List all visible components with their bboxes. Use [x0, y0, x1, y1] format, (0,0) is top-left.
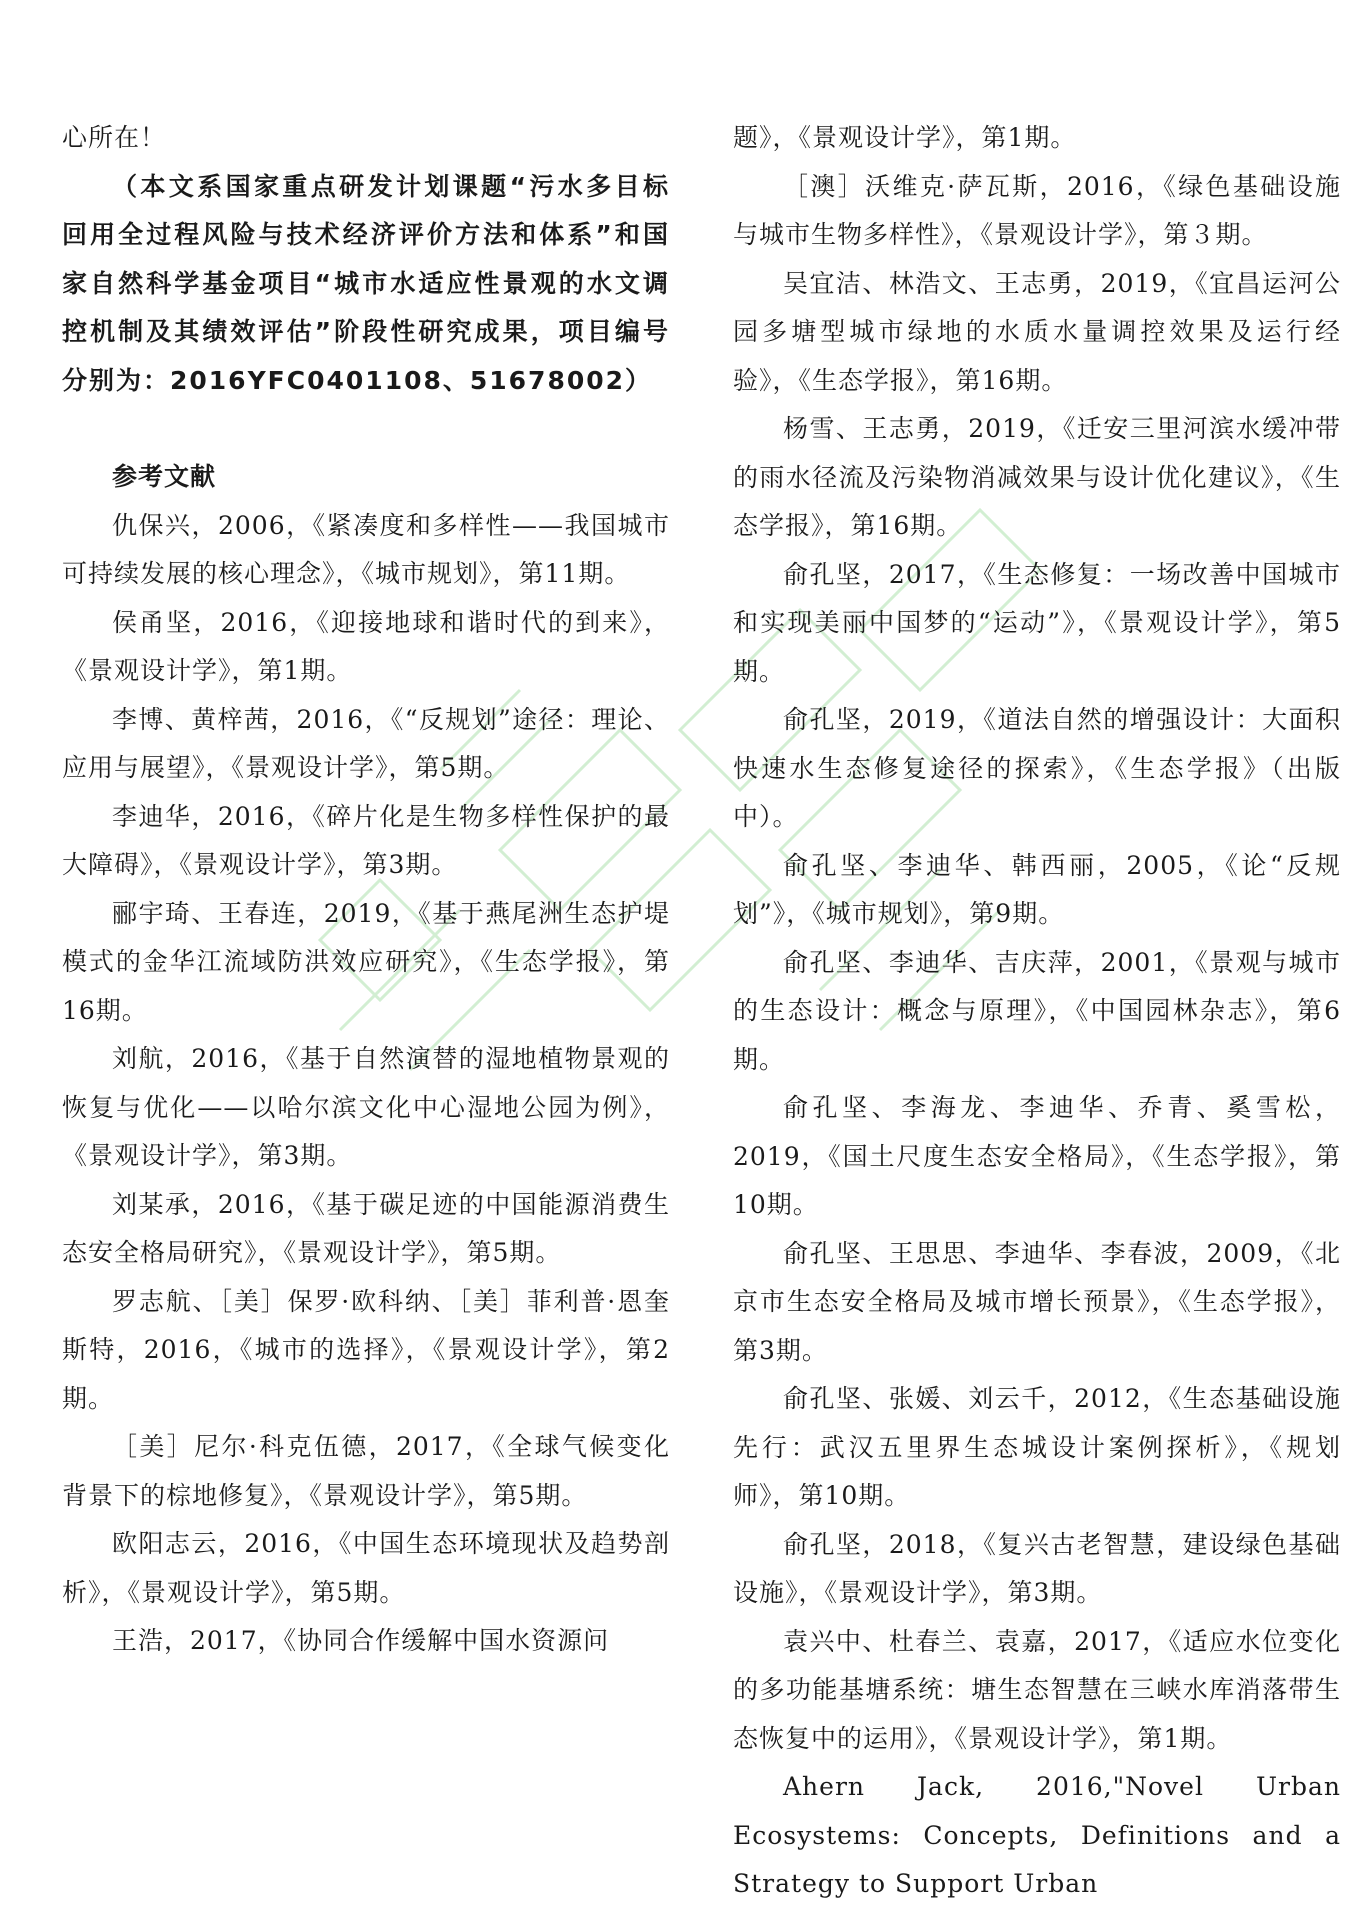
- reference-item: 俞孔坚，2017，《生态修复：一场改善中国城市和实现美丽中国梦的“运动”》，《景观设计学》，第5期。: [733, 559, 1341, 686]
- reference-item: 吴宜洁、林浩文、王志勇，2019，《宜昌运河公园多塘型城市绿地的水质水量调控效果及运行经验》，《生态学报》，第16期。: [733, 268, 1341, 395]
- reference-item: 李迪华，2016，《碎片化是生物多样性保护的最大障碍》，《景观设计学》，第3期。: [62, 801, 670, 879]
- reference-item: ［澳］沃维克·萨瓦斯，2016，《绿色基础设施与城市生物多样性》，《景观设计学》，第３期。: [733, 171, 1341, 249]
- reference-item: 俞孔坚、李海龙、李迪华、乔青、奚雪松，2019，《国土尺度生态安全格局》，《生态学报》，第10期。: [733, 1093, 1341, 1219]
- reference-item: 俞孔坚、李迪华、韩西丽，2005，《论“反规划”》，《城市规划》，第9期。: [733, 850, 1341, 928]
- funding-note: （本文系国家重点研发计划课题“污水多目标回用全过程风险与技术经济评价方法和体系”和国家自然科学基金项目“城市水适应性景观的水文调控机制及其绩效评估”阶段性研究成果，项目编号分别为：2016YFC0401108、51678002）: [62, 171, 670, 395]
- reference-item: 俞孔坚、王思思、李迪华、李春波，2009，《北京市生态安全格局及城市增长预景》，《生态学报》，第3期。: [733, 1238, 1341, 1365]
- reference-item: 王浩，2017，《协同合作缓解中国水资源问: [112, 1626, 610, 1655]
- right-column: [733, 114, 1341, 1909]
- reference-item: Ahern Jack, 2016,"Novel Urban Ecosystems: Concepts, Definitions and a Strategy to Support Urban: [733, 1772, 1341, 1898]
- reference-item: 刘航，2016，《基于自然演替的湿地植物景观的恢复与优化——以哈尔滨文化中心湿地公园为例》，《景观设计学》，第3期。: [62, 1044, 670, 1170]
- reference-item: 俞孔坚，2018，《复兴古老智慧，建设绿色基础设施》，《景观设计学》，第3期。: [733, 1529, 1341, 1607]
- reference-item: 李博、黄梓茜，2016，《“反规划”途径：理论、应用与展望》，《景观设计学》，第5期。: [62, 704, 670, 782]
- reference-item: 俞孔坚、张媛、刘云千，2012，《生态基础设施先行：武汉五里界生态城设计案例探析》，《规划师》，第10期。: [733, 1384, 1341, 1510]
- reference-item: 欧阳志云，2016，《中国生态环境现状及趋势剖析》，《景观设计学》，第5期。: [62, 1529, 670, 1607]
- reference-item: 俞孔坚、李迪华、吉庆萍，2001，《景观与城市的生态设计：概念与原理》，《中国园林杂志》，第6期。: [733, 947, 1341, 1074]
- reference-item: 侯甬坚，2016，《迎接地球和谐时代的到来》，《景观设计学》，第1期。: [62, 607, 670, 685]
- left-column: [62, 114, 670, 1666]
- continuation-text: 心所在！: [62, 123, 167, 152]
- reference-item: 郦宇琦、王春连，2019，《基于燕尾洲生态护堤模式的金华江流域防洪效应研究》，《生态学报》，第16期。: [62, 898, 670, 1025]
- references-heading: 参考文献: [112, 462, 217, 491]
- reference-item: 罗志航、［美］保罗·欧科纳、［美］菲利普·恩奎斯特，2016，《城市的选择》，《景观设计学》，第2期。: [62, 1286, 670, 1413]
- reference-continuation: 题》，《景观设计学》，第1期。: [733, 123, 1077, 152]
- reference-item: 仇保兴，2006，《紧凑度和多样性——我国城市可持续发展的核心理念》，《城市规划》，第11期。: [62, 510, 670, 588]
- reference-item: 杨雪、王志勇，2019，《迁安三里河滨水缓冲带的雨水径流及污染物消减效果与设计优化建议》，《生态学报》，第16期。: [733, 414, 1341, 540]
- reference-item: 袁兴中、杜春兰、袁嘉，2017，《适应水位变化的多功能基塘系统：塘生态智慧在三峡水库消落带生态恢复中的运用》，《景观设计学》，第1期。: [733, 1626, 1341, 1753]
- reference-item: ［美］尼尔·科克伍德，2017，《全球气候变化背景下的棕地修复》，《景观设计学》，第5期。: [62, 1432, 670, 1510]
- reference-item: 俞孔坚，2019，《道法自然的增强设计：大面积快速水生态修复途径的探索》，《生态学报》（出版中）。: [733, 705, 1341, 831]
- reference-item: 刘某承，2016，《基于碳足迹的中国能源消费生态安全格局研究》，《景观设计学》，第5期。: [62, 1189, 670, 1267]
